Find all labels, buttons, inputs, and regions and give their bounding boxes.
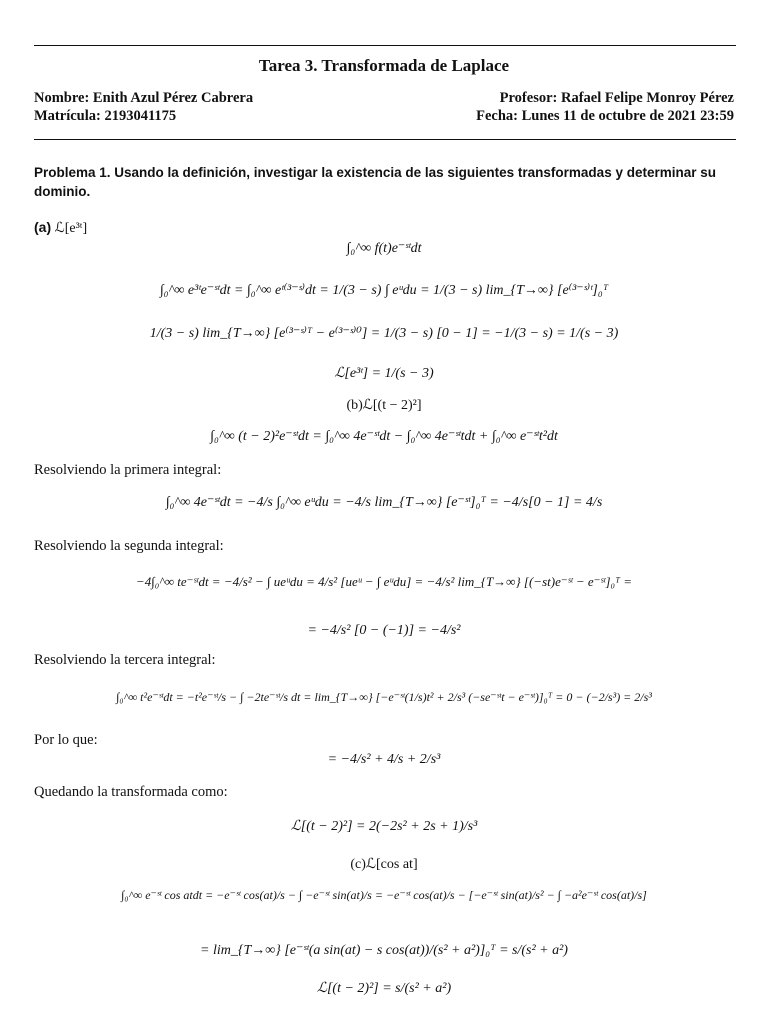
document-title: Tarea 3. Transformada de Laplace (258, 56, 510, 75)
equation-b7: ℒ[(t − 2)²] = 2(−2s² + 2s + 1)/s³ (290, 819, 478, 834)
part-a-expression: ℒ[e³ᵗ] (54, 221, 88, 236)
student-name: Nombre: Enith Azul Pérez Cabrera (34, 90, 254, 106)
part-b-heading: (b)ℒ[(t − 2)²] (346, 398, 422, 413)
top-rule (34, 45, 736, 46)
equation-definition: ∫₀^∞ f(t)e⁻ˢᵗdt (346, 241, 422, 256)
equation-c2: = lim_{T→∞} [e⁻ˢᵗ(a sin(at) − s cos(at))/(s² + a²)]₀ᵀ = s/(s² + a²) (200, 943, 568, 958)
professor-name: Profesor: Rafael Felipe Monroy Pérez (499, 90, 734, 106)
text-first-integral: Resolviendo la primera integral: (34, 462, 222, 478)
part-a-label: (a) (34, 219, 52, 235)
header-rule (34, 139, 736, 140)
text-therefore: Por lo que: (34, 732, 98, 748)
equation-a2: 1/(3 − s) lim_{T→∞} [e⁽³⁻ˢ⁾ᵀ − e⁽³⁻ˢ⁾⁰] = 1/(3 − s) [0 − 1] = −1/(3 − s) = 1/(s − 3) (149, 326, 619, 341)
part-c-heading: (c)ℒ[cos at] (350, 857, 418, 872)
equation-c3: ℒ[(t − 2)²] = s/(s² + a²) (316, 981, 452, 996)
equation-b4: = −4/s² [0 − (−1)] = −4/s² (307, 623, 461, 638)
problem-statement: Problema 1. Usando la definición, investigar la existencia de las siguientes transformadas y determinar su dominio. (34, 165, 716, 199)
equation-b6: = −4/s² + 4/s + 2/s³ (327, 752, 441, 767)
equation-b1: ∫₀^∞ (t − 2)²e⁻ˢᵗdt = ∫₀^∞ 4e⁻ˢᵗdt − ∫₀^∞ 4e⁻ˢᵗtdt + ∫₀^∞ e⁻ˢᵗt²dt (210, 429, 558, 444)
equation-b5: ∫₀^∞ t²e⁻ˢᵗdt = −t²e⁻ˢᵗ/s − ∫ −2te⁻ˢᵗ/s dt = lim_{T→∞} [−e⁻ˢᵗ(1/s)t² + 2/s³ (−se⁻ˢᵗt − e⁻ˢᵗ)]₀ᵀ = 0 − (−2/s³) = 2/s³ (116, 690, 652, 704)
equation-b3: −4∫₀^∞ te⁻ˢᵗdt = −4/s² − ∫ ueᵘdu = 4/s² [ueᵘ − ∫ eᵘdu] = −4/s² lim_{T→∞} [(−st)e⁻ˢᵗ − e⁻ˢᵗ]₀ᵀ = (135, 574, 633, 589)
equation-a1: ∫₀^∞ e³ᵗe⁻ˢᵗdt = ∫₀^∞ eᵗ⁽³⁻ˢ⁾dt = 1/(3 − s) ∫ eᵘdu = 1/(3 − s) lim_{T→∞} [e⁽³⁻ˢ⁾ᵗ]₀ᵀ (159, 283, 609, 298)
text-third-integral: Resolviendo la tercera integral: (34, 652, 216, 668)
part-a-heading (34, 219, 87, 237)
student-id: Matrícula: 2193041175 (34, 108, 177, 124)
equation-c1: ∫₀^∞ e⁻ˢᵗ cos atdt = −e⁻ˢᵗ cos(at)/s − ∫ −e⁻ˢᵗ sin(at)/s = −e⁻ˢᵗ cos(at)/s − [−e⁻ˢᵗ sin(at)/s² − ∫ −a²e⁻ˢᵗ cos(at)/s] (121, 888, 647, 902)
text-second-integral: Resolviendo la segunda integral: (34, 538, 224, 554)
equation-b2: ∫₀^∞ 4e⁻ˢᵗdt = −4/s ∫₀^∞ eᵘdu = −4/s lim_{T→∞} [e⁻ˢᵗ]₀ᵀ = −4/s[0 − 1] = 4/s (165, 495, 603, 510)
equation-a3: ℒ[e³ᵗ] = 1/(s − 3) (334, 366, 434, 381)
text-resulting-transform: Quedando la transformada como: (34, 784, 228, 800)
submission-date: Fecha: Lunes 11 de octubre de 2021 23:59 (476, 108, 734, 124)
